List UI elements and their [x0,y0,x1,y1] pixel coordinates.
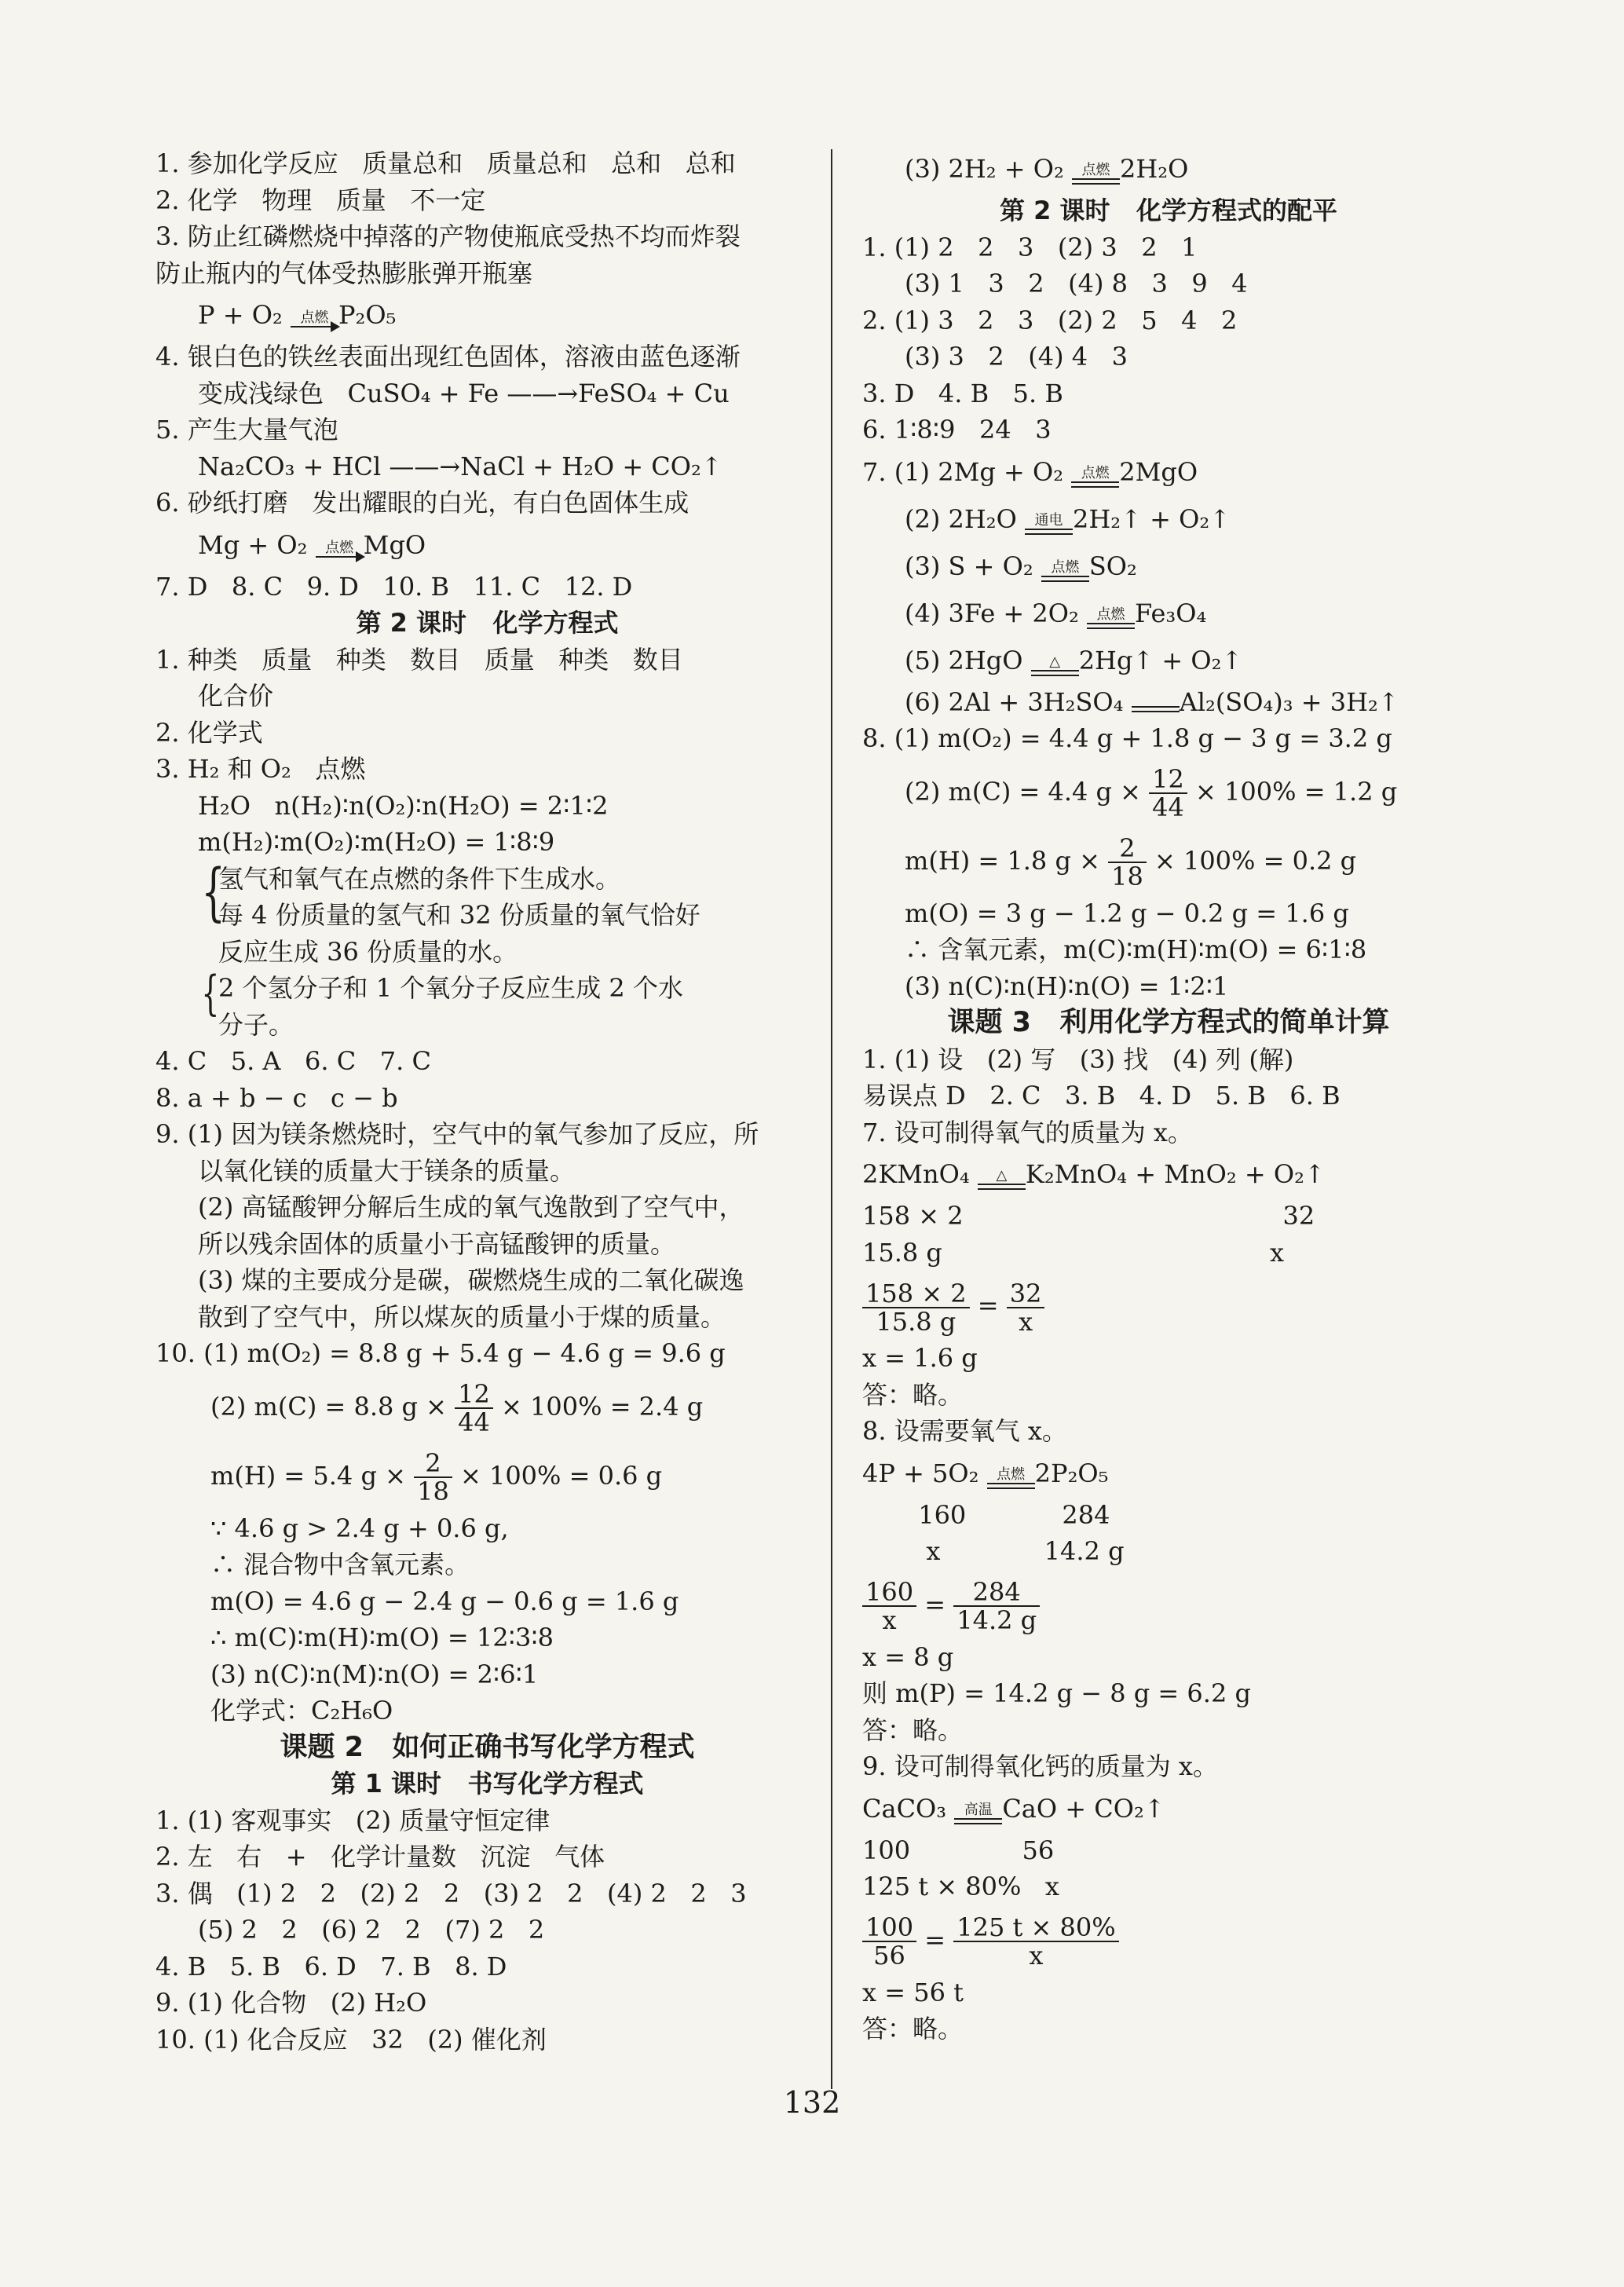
section-heading: 第 2 课时 化学方程式 [356,608,619,638]
answer-line: 9. 设可制得氧化钙的质量为 x。 [862,1751,1218,1781]
answer-line: x = 56 t [862,1977,964,2007]
answer-line: ∴ 含氧元素，m(C)∶m(H)∶m(O) = 6∶1∶8 [905,935,1367,964]
answer-line: 10. (1) 化合反应 32 (2) 催化剂 [155,2024,547,2055]
equation: 7. (1) 2Mg + O₂ 点燃 2MgO [862,456,1198,487]
reaction-arrow: 点燃 [316,540,364,569]
answer-line: 答：略。 [862,1714,964,1745]
answer-line: 158 × 2 32 [862,1201,1315,1231]
answer-line: H₂O n(H₂)∶n(O₂)∶n(H₂O) = 2∶1∶2 [198,790,609,821]
equation: 2KMnO₄ △ K₂MnO₄ + MnO₂ + O₂↑ [862,1159,1326,1189]
equation: (3) S + O₂ 点燃 SO₂ [905,551,1137,581]
answer-line: 9. (1) 因为镁条燃烧时，空气中的氧气参加了反应，所 [155,1119,759,1149]
answer-line: m(H₂)∶m(O₂)∶m(H₂O) = 1∶8∶9 [198,827,555,857]
brace-icon: { [201,854,225,928]
answer-line: 所以残余固体的质量小于高锰酸钾的质量。 [198,1228,676,1259]
answer-line: 1. (1) 设 (2) 写 (3) 找 (4) 列 (解) [862,1044,1294,1074]
equation: P + O₂ 点燃 P₂O₅ [155,291,819,338]
answer-line: 5. 产生大量气泡 [155,415,338,445]
fraction-line: $\frac{100}{56}$ = $\frac{125 t \times 80\%}{x}$ [862,1905,1475,1974]
answer-line: 2. 化学式 [155,717,263,748]
section-heading: 第 2 课时 化学方程式的配平 [1000,196,1337,225]
column-divider [831,149,832,2089]
brace-group: { 2 个氢分子和 1 个氧分子反应生成 2 个水 分子。 [155,970,819,1043]
answer-line: ∴ 混合物中含氧元素。 [210,1550,470,1579]
answer-line: 15.8 g x [862,1237,1284,1268]
answer-line: 1. (1) 客观事实 (2) 质量守恒定律 [155,1805,550,1835]
equation: (4) 3Fe + 2O₂ 点燃 Fe₃O₄ [905,598,1207,628]
answer-line: x 14.2 g [862,1536,1125,1566]
fraction-line: m(H) = 1.8 g × $\frac{2}{18}$ × 100% = 0.2 g [905,833,1357,891]
answer-line: 8. (1) m(O₂) = 4.4 g + 1.8 g − 3 g = 3.2 g [862,723,1392,753]
answer-line: 6. 1∶8∶9 24 3 [862,415,1052,445]
answer-line: 则 m(P) = 14.2 g − 8 g = 6.2 g [862,1678,1251,1708]
answer-line: 3. 防止红磷燃烧中掉落的产物使瓶底受热不均而炸裂 [155,221,741,251]
answer-line: (3) n(C)∶n(H)∶n(O) = 1∶2∶1 [905,971,1229,1001]
fraction-line: (2) m(C) = 4.4 g × $\frac{12}{44}$ × 100% = 1.2 g [905,764,1398,822]
answer-line: 125 t × 80% x [862,1872,1059,1901]
answer-line: 4. 银白色的铁丝表面出现红色固体，溶液由蓝色逐渐 [155,342,741,371]
answer-line: 3. D 4. B 5. B [862,378,1063,408]
answer-line: 散到了空气中，所以煤灰的质量小于煤的质量。 [198,1301,726,1332]
answer-line: 化学式：C₂H₆O [210,1696,393,1725]
reaction-arrow: 点燃 [291,310,338,338]
answer-line: (2) 高锰酸钾分解后生成的氧气逸散到了空气中， [198,1192,744,1222]
answer-line: m(O) = 3 g − 1.2 g − 0.2 g = 1.6 g [905,898,1349,928]
answer-line: 1. 参加化学反应 质量总和 质量总和 总和 总和 [155,148,736,178]
answer-line: 8. 设需要氧气 x。 [862,1416,1067,1446]
answer-line: 1. (1) 2 2 3 (2) 3 2 1 [862,232,1198,262]
answer-line: 答：略。 [862,1379,964,1410]
answer-line: 4. C 5. A 6. C 7. C [155,1046,431,1076]
answer-line: 2. (1) 3 2 3 (2) 2 5 4 2 [862,305,1238,335]
answer-line: 3. H₂ 和 O₂ 点燃 [155,754,366,784]
answer-line: 2. 左 右 + 化学计量数 沉淀 气体 [155,1842,605,1872]
answer-line: 4. B 5. B 6. D 7. B 8. D [155,1951,507,1981]
equation: (6) 2Al + 3H₂SO₄ Al₂(SO₄)₃ + 3H₂↑ [905,686,1399,717]
answer-line: 易误点 D 2. C 3. B 4. D 5. B 6. B [862,1081,1341,1111]
fraction-line: (2) m(C) = 8.8 g × $\frac{12}{44}$ × 100% = 2.4 g [210,1379,704,1437]
answer-line: Na₂CO₃ + HCl ——→NaCl + H₂O + CO₂↑ [198,451,722,481]
page-number: 132 [783,2085,841,2120]
answer-line: (3) 3 2 (4) 4 3 [905,342,1128,371]
answer-line: 变成浅绿色 CuSO₄ + Fe ——→FeSO₄ + Cu [198,378,730,408]
equation: CaCO₃ 高温 CaO + CO₂↑ [862,1793,1165,1824]
answer-line: (5) 2 2 (6) 2 2 (7) 2 2 [198,1915,545,1945]
answer-line: 化合价 [198,681,274,711]
answer-line: 2. 化学 物理 质量 不一定 [155,185,486,215]
answer-line: 8. a + b − c c − b [155,1082,398,1113]
lesson-heading: 课题 3 利用化学方程式的简单计算 [947,1007,1390,1038]
brace-group: { 氢气和氧气在点燃的条件下生成水。 每 4 份质量的氢气和 32 份质量的氧气恰好 反应生成 36 份质量的水。 [155,861,819,971]
answer-line: 160 284 [862,1499,1110,1530]
answer-line: (3) n(C)∶n(M)∶n(O) = 2∶6∶1 [210,1659,539,1689]
equation: 4P + 5O₂ 点燃 2P₂O₅ [862,1458,1109,1488]
fraction-line: $\frac{160}{x}$ = $\frac{284}{14.2 g}$ [862,1570,1475,1639]
answer-line: m(O) = 4.6 g − 2.4 g − 0.6 g = 1.6 g [210,1586,679,1616]
answer-line: x = 1.6 g [862,1343,978,1373]
equation: (3) 2H₂ + O₂ 点燃 2H₂O [862,145,1475,192]
answer-line: 以氧化镁的质量大于镁条的质量。 [198,1155,576,1186]
right-column [862,145,1475,2047]
answer-line: 100 56 [862,1835,1055,1865]
answer-line: (3) 煤的主要成分是碳，碳燃烧生成的二氧化碳逸 [198,1265,744,1295]
answer-line: 10. (1) m(O₂) = 8.8 g + 5.4 g − 4.6 g = 9.6 g [155,1338,726,1368]
answer-line: (3) 1 3 2 (4) 8 3 9 4 [905,269,1248,298]
answer-line: ∴ m(C)∶m(H)∶m(O) = 12∶3∶8 [210,1623,554,1652]
answer-line: 7. 设可制得氧气的质量为 x。 [862,1117,1193,1147]
section-heading: 第 1 课时 书写化学方程式 [331,1769,644,1798]
fraction-line: m(H) = 5.4 g × $\frac{2}{18}$ × 100% = 0.6 g [210,1448,663,1506]
answer-line: 防止瓶内的气体受热膨胀弹开瓶塞 [155,258,533,288]
equation: Mg + O₂ 点燃 MgO [155,521,819,569]
left-column [155,145,819,2058]
lesson-heading: 课题 2 如何正确书写化学方程式 [280,1731,695,1763]
answer-line: 答：略。 [862,2014,964,2044]
answer-line: 6. 砂纸打磨 发出耀眼的白光，有白色固体生成 [155,488,689,518]
answer-line: x = 8 g [862,1641,954,1672]
brace-icon: { [201,966,220,1021]
answer-line: ∵ 4.6 g > 2.4 g + 0.6 g, [210,1513,509,1543]
answer-line: 9. (1) 化合物 (2) H₂O [155,1988,427,2018]
answer-line: 3. 偶 (1) 2 2 (2) 2 2 (3) 2 2 (4) 2 2 3 [155,1878,747,1908]
answer-line: 7. D 8. C 9. D 10. B 11. C 12. D [155,571,633,602]
reaction-equals: 点燃 [1072,163,1120,192]
answer-line: 1. 种类 质量 种类 数目 质量 种类 数目 [155,644,683,675]
fraction-line: $\frac{158 \times 2}{15.8 g}$ = $\frac{32}{x}$ [862,1271,1475,1340]
equation: (5) 2HgO △ 2Hg↑ + O₂↑ [905,645,1243,675]
equation: (2) 2H₂O 通电 2H₂↑ + O₂↑ [905,503,1231,534]
